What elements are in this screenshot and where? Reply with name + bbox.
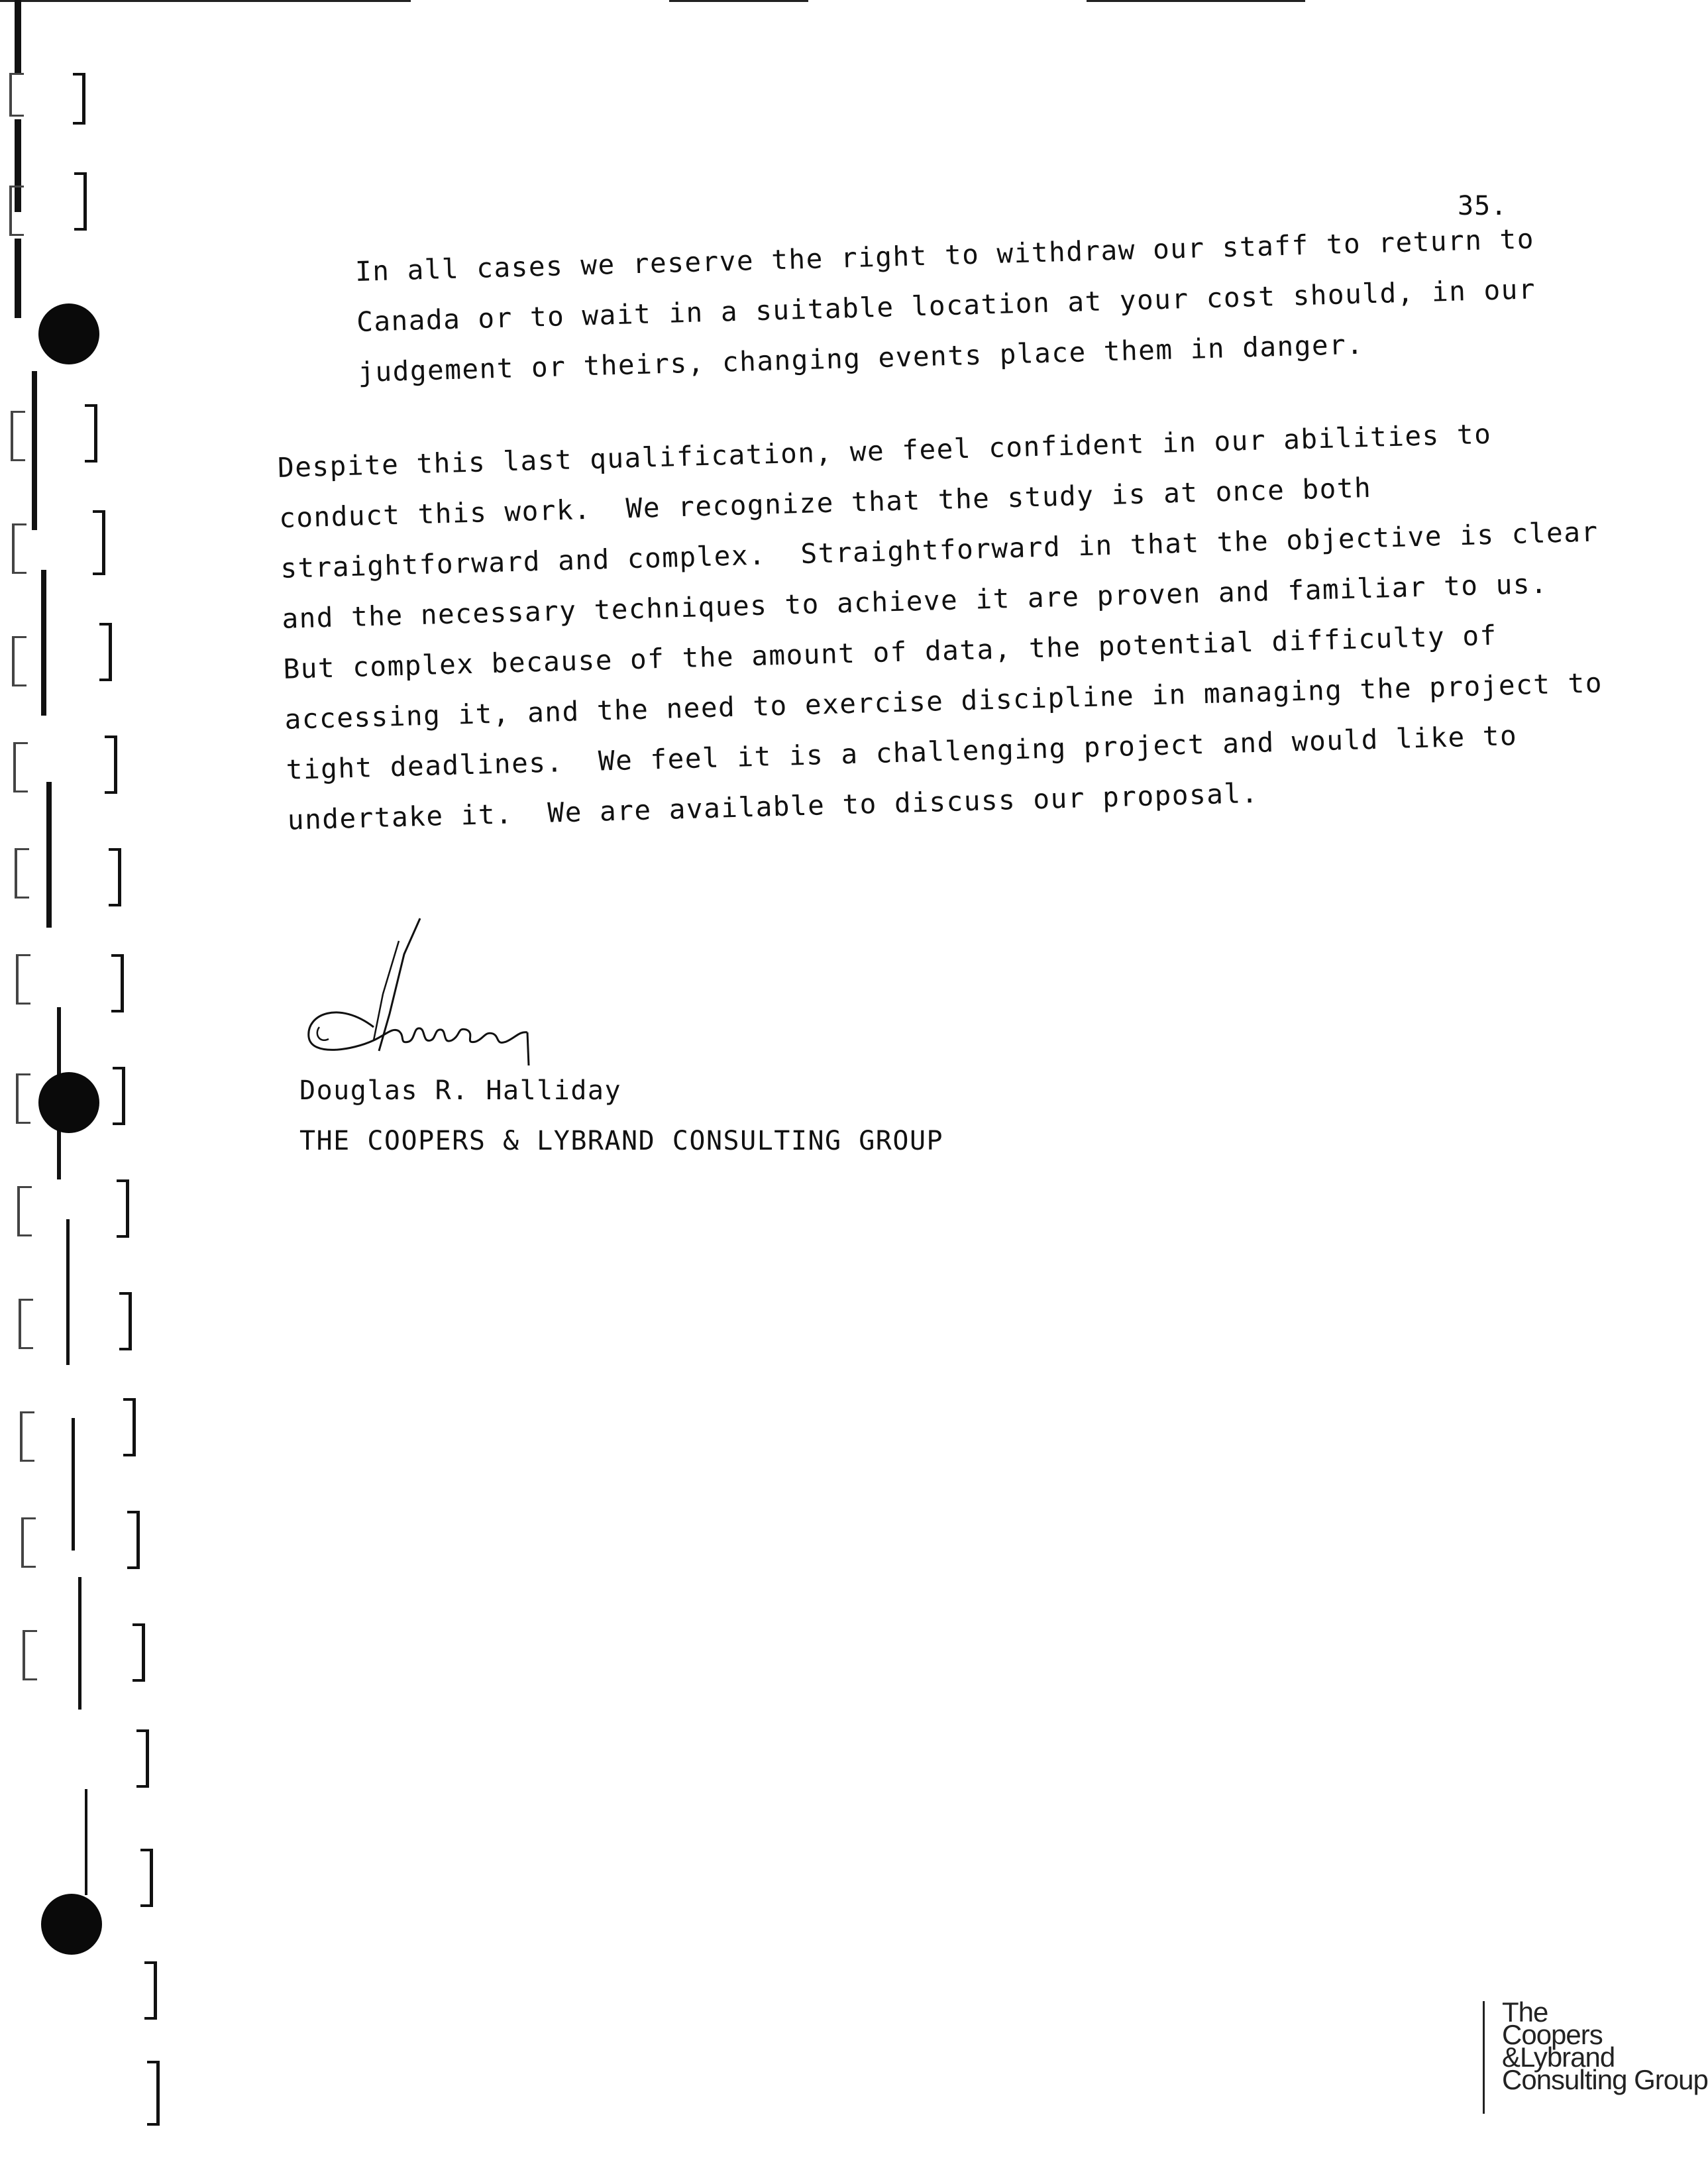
signer-organization: THE COOPERS & LYBRAND CONSULTING GROUP (299, 1126, 944, 1156)
binding-strip (0, 0, 159, 2182)
signer-name: Douglas R. Halliday (299, 1075, 622, 1106)
top-edge-rule (669, 0, 808, 2)
paragraph-confidence: Despite this last qualification, we feel confident in our abilities to conduct this work. We recognize that the study is at once both straightforward and complex. Straightforward in that the objective is clear and the necessary techniques to achieve it are proven and familiar to us. But complex because of the amount of data, the potential difficulty of accessing it, and the need to exercise discipline in managing the project to tight deadlines. We feel it is a challenging project and would like to undertake it. We are available to discuss our proposal. (277, 417, 1603, 836)
top-edge-rule (1087, 0, 1305, 2)
signer-block (299, 1065, 943, 1166)
company-logo: The Coopers &Lybrand Consulting Group (1483, 2001, 1687, 2114)
page-number: 35. (1458, 191, 1508, 221)
punch-hole (38, 1072, 99, 1133)
punch-hole (41, 1894, 102, 1955)
punch-hole (38, 303, 99, 364)
paragraph-staff-withdrawal: In all cases we reserve the right to withdraw our staff to return to Canada or to wait in a suitable location at your cost should, in our judgement or theirs, changing events place them in danger. (354, 223, 1536, 388)
signature-image (299, 914, 551, 1067)
